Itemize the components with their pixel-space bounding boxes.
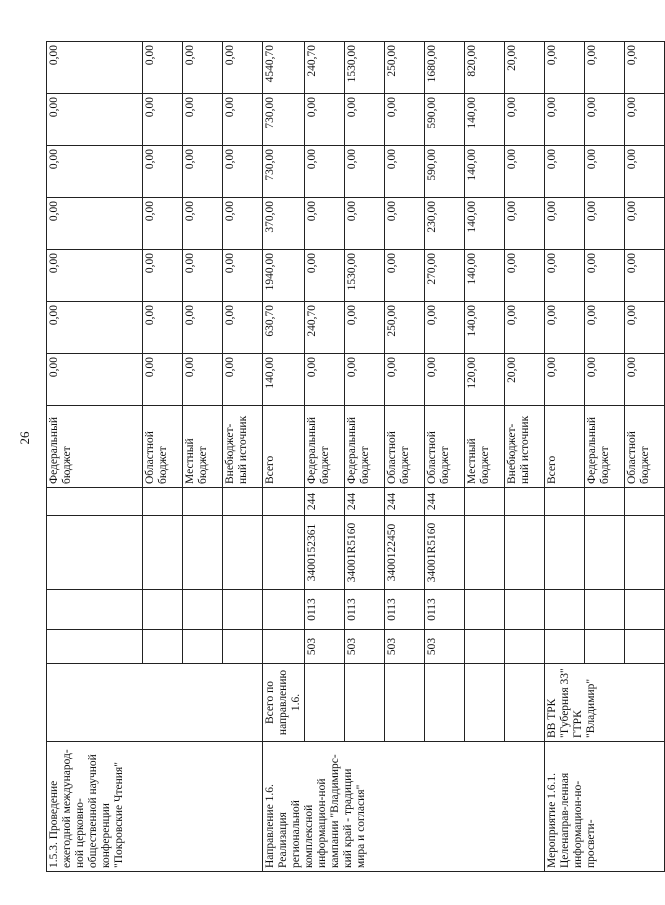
amount-cell: 590,00	[425, 94, 465, 146]
target-article-cell	[625, 516, 665, 590]
expense-type-cell: 244	[345, 488, 385, 516]
executor-cell	[47, 664, 263, 742]
amount-cell: 590,00	[425, 146, 465, 198]
amount-cell: 0,00	[425, 354, 465, 406]
amount-cell: 0,00	[183, 354, 223, 406]
target-article-cell	[183, 516, 223, 590]
amount-cell: 0,00	[625, 302, 665, 354]
amount-cell: 0,00	[143, 250, 183, 302]
amount-cell: 730,00	[263, 146, 305, 198]
amount-cell: 20,00	[505, 354, 545, 406]
amount-cell: 820,00	[465, 42, 505, 94]
expense-type-cell: 244	[305, 488, 345, 516]
target-article-cell	[465, 516, 505, 590]
target-article-cell: 34001R5160	[345, 516, 385, 590]
target-article-cell: 34001R5160	[425, 516, 465, 590]
amount-cell: 0,00	[47, 94, 143, 146]
amount-cell: 0,00	[183, 146, 223, 198]
amount-cell: 0,00	[505, 94, 545, 146]
amount-cell: 0,00	[223, 302, 263, 354]
amount-cell: 0,00	[585, 250, 625, 302]
amount-cell: 4540,70	[263, 42, 305, 94]
amount-cell: 630,70	[263, 302, 305, 354]
table-row	[47, 42, 143, 872]
amount-cell: 0,00	[585, 42, 625, 94]
amount-cell: 0,00	[505, 302, 545, 354]
amount-cell: 0,00	[625, 354, 665, 406]
grbs-cell	[143, 630, 183, 664]
amount-cell: 0,00	[183, 198, 223, 250]
grbs-cell: 503	[305, 630, 345, 664]
section-cell	[505, 590, 545, 630]
grbs-cell: 503	[425, 630, 465, 664]
executor-cell	[465, 664, 505, 742]
expense-type-cell	[585, 488, 625, 516]
table-row	[545, 42, 585, 872]
amount-cell: 120,00	[465, 354, 505, 406]
grbs-cell	[465, 630, 505, 664]
amount-cell: 0,00	[345, 146, 385, 198]
amount-cell: 0,00	[143, 146, 183, 198]
page-number: 26	[17, 431, 32, 445]
amount-cell: 0,00	[143, 42, 183, 94]
amount-cell: 0,00	[385, 198, 425, 250]
funding-source-cell: Всего	[263, 406, 305, 488]
amount-cell: 0,00	[143, 302, 183, 354]
executor-cell	[425, 664, 465, 742]
amount-cell: 250,00	[385, 302, 425, 354]
section-cell	[585, 590, 625, 630]
amount-cell: 0,00	[305, 354, 345, 406]
target-article-cell	[143, 516, 183, 590]
amount-cell: 230,00	[425, 198, 465, 250]
amount-cell: 140,00	[465, 198, 505, 250]
amount-cell: 0,00	[585, 94, 625, 146]
table-row	[263, 42, 305, 872]
grbs-cell: 503	[385, 630, 425, 664]
target-article-cell	[545, 516, 585, 590]
amount-cell: 0,00	[545, 354, 585, 406]
funding-source-cell: Федеральный бюджет	[585, 406, 625, 488]
amount-cell: 0,00	[425, 302, 465, 354]
amount-cell: 0,00	[345, 354, 385, 406]
target-article-cell	[585, 516, 625, 590]
expense-type-cell: 244	[385, 488, 425, 516]
funding-source-cell: Областной бюджет	[425, 406, 465, 488]
executor-cell	[505, 664, 545, 742]
amount-cell: 0,00	[47, 198, 143, 250]
amount-cell: 0,00	[223, 250, 263, 302]
amount-cell: 730,00	[263, 94, 305, 146]
section-cell	[545, 590, 585, 630]
amount-cell: 0,00	[223, 42, 263, 94]
funding-source-cell: Областной бюджет	[625, 406, 665, 488]
amount-cell: 0,00	[223, 94, 263, 146]
grbs-cell	[545, 630, 585, 664]
amount-cell: 140,00	[465, 302, 505, 354]
amount-cell: 140,00	[263, 354, 305, 406]
amount-cell: 240,70	[305, 42, 345, 94]
amount-cell: 0,00	[385, 354, 425, 406]
expense-type-cell: 244	[425, 488, 465, 516]
executor-cell: Всего по направлению 1.6.	[263, 664, 305, 742]
amount-cell: 0,00	[505, 198, 545, 250]
funding-source-cell: Местный бюджет	[465, 406, 505, 488]
amount-cell: 0,00	[47, 250, 143, 302]
target-article-cell	[263, 516, 305, 590]
amount-cell: 270,00	[425, 250, 465, 302]
funding-source-cell: Областной бюджет	[385, 406, 425, 488]
expense-type-cell	[47, 488, 143, 516]
amount-cell: 0,00	[585, 354, 625, 406]
section-cell	[263, 590, 305, 630]
grbs-cell	[263, 630, 305, 664]
expense-type-cell	[505, 488, 545, 516]
grbs-cell	[47, 630, 143, 664]
target-article-cell: 3400152361	[305, 516, 345, 590]
amount-cell: 0,00	[183, 94, 223, 146]
amount-cell: 0,00	[143, 198, 183, 250]
amount-cell: 0,00	[305, 146, 345, 198]
amount-cell: 0,00	[585, 302, 625, 354]
amount-cell: 0,00	[345, 302, 385, 354]
amount-cell: 0,00	[143, 354, 183, 406]
grbs-cell: 503	[345, 630, 385, 664]
section-cell	[223, 590, 263, 630]
amount-cell: 0,00	[625, 94, 665, 146]
expense-type-cell	[625, 488, 665, 516]
funding-source-cell: Всего	[545, 406, 585, 488]
executor-cell	[385, 664, 425, 742]
amount-cell: 140,00	[465, 146, 505, 198]
section-cell: 0113	[425, 590, 465, 630]
amount-cell: 0,00	[545, 250, 585, 302]
amount-cell: 0,00	[545, 146, 585, 198]
grbs-cell	[223, 630, 263, 664]
amount-cell: 0,00	[625, 42, 665, 94]
amount-cell: 0,00	[385, 94, 425, 146]
funding-source-cell: Внебюджет-ный источник	[505, 406, 545, 488]
funding-source-cell: Областной бюджет	[143, 406, 183, 488]
target-article-cell	[47, 516, 143, 590]
budget-table-rotated	[46, 42, 651, 872]
amount-cell: 140,00	[465, 94, 505, 146]
amount-cell: 0,00	[223, 146, 263, 198]
table-body	[47, 42, 665, 872]
amount-cell: 20,00	[505, 42, 545, 94]
grbs-cell	[505, 630, 545, 664]
expense-type-cell	[183, 488, 223, 516]
amount-cell: 0,00	[625, 198, 665, 250]
budget-table	[46, 41, 665, 872]
budget-table-wrapper	[46, 42, 651, 872]
grbs-cell	[183, 630, 223, 664]
funding-source-cell: Внебюджет-ный источник	[223, 406, 263, 488]
amount-cell: 0,00	[625, 146, 665, 198]
amount-cell: 0,00	[545, 42, 585, 94]
amount-cell: 0,00	[305, 250, 345, 302]
section-cell: 0113	[345, 590, 385, 630]
amount-cell: 1680,00	[425, 42, 465, 94]
executor-cell: ВВ ТРК "Губерния 33" ГТРК "Владимир"	[545, 664, 665, 742]
amount-cell: 370,00	[263, 198, 305, 250]
amount-cell: 0,00	[585, 198, 625, 250]
target-article-cell	[223, 516, 263, 590]
section-cell	[183, 590, 223, 630]
amount-cell: 0,00	[585, 146, 625, 198]
amount-cell: 0,00	[505, 250, 545, 302]
event-cell: 1.5.3. Проведение ежегодной международ-ной церковно-общественной научной конференции "Покровские Чтения"	[47, 742, 263, 872]
amount-cell: 0,00	[545, 198, 585, 250]
amount-cell: 0,00	[143, 94, 183, 146]
amount-cell: 0,00	[47, 42, 143, 94]
amount-cell: 0,00	[47, 302, 143, 354]
amount-cell: 0,00	[305, 94, 345, 146]
funding-source-cell: Федеральный бюджет	[345, 406, 385, 488]
amount-cell: 0,00	[545, 94, 585, 146]
amount-cell: 0,00	[345, 198, 385, 250]
amount-cell: 0,00	[385, 146, 425, 198]
amount-cell: 0,00	[385, 250, 425, 302]
section-cell: 0113	[385, 590, 425, 630]
amount-cell: 0,00	[345, 94, 385, 146]
amount-cell: 140,00	[465, 250, 505, 302]
section-cell: 0113	[305, 590, 345, 630]
funding-source-cell: Федеральный бюджет	[305, 406, 345, 488]
funding-source-cell: Местный бюджет	[183, 406, 223, 488]
amount-cell: 0,00	[505, 146, 545, 198]
executor-cell	[305, 664, 345, 742]
expense-type-cell	[143, 488, 183, 516]
target-article-cell	[505, 516, 545, 590]
section-cell	[143, 590, 183, 630]
event-cell: Направление 1.6. Реализация региональной комплексной информацион-ной кампании "Владимирс-кий край - традиции мира и согласия"	[263, 742, 545, 872]
expense-type-cell	[465, 488, 505, 516]
amount-cell: 1530,00	[345, 42, 385, 94]
amount-cell: 0,00	[47, 146, 143, 198]
amount-cell: 240,70	[305, 302, 345, 354]
amount-cell: 250,00	[385, 42, 425, 94]
grbs-cell	[625, 630, 665, 664]
target-article-cell: 3400122450	[385, 516, 425, 590]
section-cell	[465, 590, 505, 630]
grbs-cell	[585, 630, 625, 664]
amount-cell: 0,00	[183, 302, 223, 354]
amount-cell: 0,00	[47, 354, 143, 406]
amount-cell: 1940,00	[263, 250, 305, 302]
amount-cell: 0,00	[625, 250, 665, 302]
expense-type-cell	[545, 488, 585, 516]
executor-cell	[345, 664, 385, 742]
section-cell	[47, 590, 143, 630]
amount-cell: 1530,00	[345, 250, 385, 302]
expense-type-cell	[263, 488, 305, 516]
amount-cell: 0,00	[223, 354, 263, 406]
amount-cell: 0,00	[183, 42, 223, 94]
amount-cell: 0,00	[545, 302, 585, 354]
amount-cell: 0,00	[183, 250, 223, 302]
event-cell: Мероприятие 1.6.1. Целенаправ-ленная информацион-но-просвети-	[545, 742, 665, 872]
expense-type-cell	[223, 488, 263, 516]
amount-cell: 0,00	[305, 198, 345, 250]
amount-cell: 0,00	[223, 198, 263, 250]
funding-source-cell: Федеральный бюджет	[47, 406, 143, 488]
section-cell	[625, 590, 665, 630]
